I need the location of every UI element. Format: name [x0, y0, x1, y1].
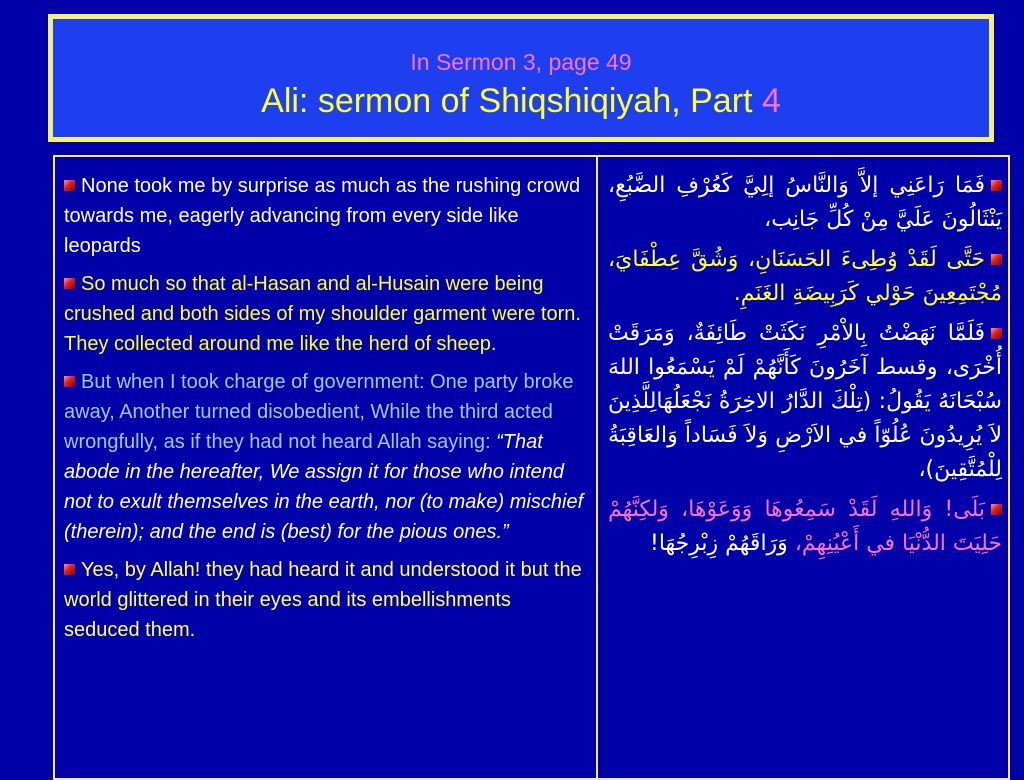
arabic-paragraph-2 — [608, 243, 1002, 311]
title-main-text: Ali: sermon of Shiqshiqiyah, Part — [261, 82, 753, 120]
red-square-bullet-icon — [64, 278, 75, 289]
subtitle: In Sermon 3, page 49 — [410, 49, 632, 75]
arabic-text-2: حَتَّى لَقَدْ وُطِىءَ الحَسَنَانِ، وَشُقَّ عِطْفَايَ، مُجْتَمِعِينَ حَوْلي كَرَبِيضَةِ الغَنَمِ. — [608, 247, 1002, 306]
red-square-bullet-icon — [991, 504, 1002, 515]
title-box — [48, 14, 994, 142]
arabic-paragraph-3 — [608, 317, 1002, 487]
red-square-bullet-icon — [64, 376, 75, 387]
arabic-text-3: فَلَمَّا نَهَضْتُ بِالاْمْرِ نَكَثَتْ طَائِفَةٌ، وَمَرَقَتْ أُخْرَى، وقسط آخَرُونَ كَأَنَّهُمْ لَمْ يَسْمَعُوا اللهَ سُبْحَانَهُ يَقُولُ: (تِلْكَ الدَّارُ الاخِرَةُ نَجْعَلُهَالِلَّذِينَ لاَ يُرِيدُونَ عُلُوّاً في الاَرْضِ وَلاَ فَسَاداً وَالعَاقِبَةُ لِلْمُتَّقِينَ)، — [608, 321, 1002, 482]
english-text-2: So much so that al-Hasan and al-Husain were being crushed and both sides of my shoulder garment were torn. They collected around me like the herd of sheep. — [64, 273, 581, 355]
red-square-bullet-icon — [991, 328, 1002, 339]
arabic-text-4: بَلَى! وَاللهِ لَقَدْ سَمِعُوهَا وَوَعَوْهَا، وَلكِنَّهُمْ حَلِيَتَ الدُّنْيَا في أَعْيُنِهِمْ، — [608, 497, 1002, 556]
title-part-number: 4 — [761, 82, 781, 120]
arabic-text-1: فَمَا رَاعَنِي إلاَّ وَالنَّاسُ إلِيَّ كَعُرْفِ الضَّبُعِ، يَنْثَالُونَ عَلَيَّ مِنْ كُلِّ جَانِب، — [608, 173, 1002, 232]
arabic-paragraph-4 — [608, 493, 1002, 561]
english-column — [55, 157, 598, 778]
arabic-column — [598, 157, 1008, 778]
english-paragraph-4 — [64, 555, 586, 645]
arabic-text-4-tail: وَرَاقَهُمْ زِبْرِجُهَا! — [650, 531, 788, 556]
red-square-bullet-icon — [64, 180, 75, 191]
english-paragraph-1 — [64, 171, 586, 261]
english-paragraph-2 — [64, 269, 586, 359]
english-paragraph-3 — [64, 367, 586, 547]
arabic-paragraph-1 — [608, 169, 1002, 237]
quran-quote: “That abode in the hereafter, We assign it for those who intend not to exult themselves in the earth, nor (to make) mischief (therein); and the end is (best) for the pious ones.” — [64, 431, 584, 543]
english-text-4: Yes, by Allah! they had heard it and understood it but the world glittered in their eyes and its embellishments seduced them. — [64, 559, 582, 641]
red-square-bullet-icon — [991, 254, 1002, 265]
red-square-bullet-icon — [991, 180, 1002, 191]
english-text-3: But when I took charge of government: One party broke away, Another turned disobedient, While the third acted wrongfully, as if they had not heard Allah saying: — [64, 371, 574, 453]
content-table — [53, 155, 1010, 780]
page-title — [53, 81, 989, 121]
english-text-1: None took me by surprise as much as the rushing crowd towards me, eagerly advancing from every side like leopards — [64, 175, 581, 257]
red-square-bullet-icon — [64, 564, 75, 575]
